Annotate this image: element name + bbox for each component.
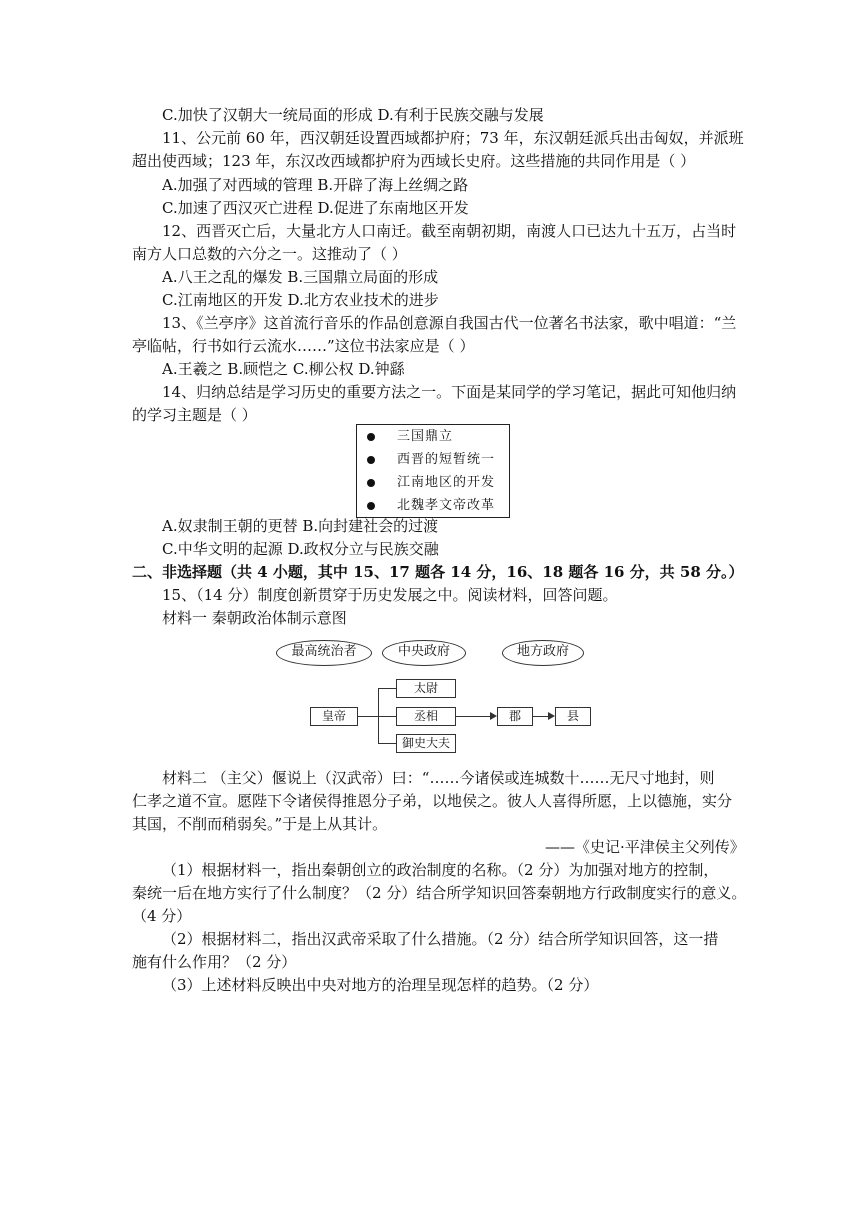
note-text: 江南地区的开发 <box>397 475 496 490</box>
q12-options-ab: A.八王之乱的爆发 B.三国鼎立局面的形成 <box>162 268 439 286</box>
q14-options-cd: C.中华文明的起源 D.政权分立与民族交融 <box>162 540 439 558</box>
q15-part1-line3: （4 分） <box>132 907 192 925</box>
connector-line <box>358 716 378 717</box>
q14-options-ab: A.奴隶制王朝的更替 B.向封建社会的过渡 <box>162 517 439 535</box>
arrow-line <box>456 716 492 717</box>
q14-stem-line2: 的学习主题是（ ） <box>132 406 257 424</box>
box-commandery: 郡 <box>497 707 533 726</box>
q12-stem-line1: 12、西晋灭亡后，大量北方人口南迁。截至南朝初期，南渡人口已达九十五万，占当时 <box>162 222 737 240</box>
q11-stem-line2: 超出使西域；123 年，东汉改西域都护府为西域长史府。这些措施的共同作用是（ ） <box>132 152 696 170</box>
note-item <box>357 472 509 494</box>
header-local-government: 地方政府 <box>502 640 584 666</box>
box-taiwei: 太尉 <box>396 679 456 698</box>
note-item <box>357 449 509 471</box>
q11-options-ab: A.加强了对西域的管理 B.开辟了海上丝绸之路 <box>162 176 469 194</box>
q13-stem-line2: 亭临帖，行书如行云流水……”这位书法家应是（ ） <box>132 337 475 355</box>
bullet-icon <box>367 456 375 464</box>
arrow-right-icon <box>548 712 555 720</box>
note-text: 北魏孝文帝改革 <box>397 498 496 513</box>
note-text: 三国鼎立 <box>397 429 454 444</box>
arrow-line <box>533 716 549 717</box>
q12-options-cd: C.江南地区的开发 D.北方农业技术的进步 <box>162 291 439 309</box>
q13-options: A.王羲之 B.顾恺之 C.柳公权 D.钟繇 <box>162 360 405 378</box>
study-notes-box <box>356 424 510 518</box>
box-county: 县 <box>555 707 591 726</box>
connector-line <box>378 716 396 717</box>
bullet-icon <box>367 479 375 487</box>
material-two-line1: 材料二 （主父）偃说上（汉武帝）曰：“……今诸侯或连城数十……无尺寸地封，则 <box>162 769 715 787</box>
connector-line <box>378 688 396 689</box>
q15-part2-line2: 施有什么作用？（2 分） <box>132 953 297 971</box>
q15-part2-line1: （2）根据材料二，指出汉武帝采取了什么措施。（2 分）结合所学知识回答，这一措 <box>162 930 719 948</box>
header-supreme-ruler: 最高统治者 <box>276 640 372 666</box>
q13-stem-line1: 13、《兰亭序》这首流行音乐的作品创意源自我国古代一位著名书法家，歌中唱道：“兰 <box>162 314 737 332</box>
arrow-right-icon <box>490 712 497 720</box>
material-two-line2: 仁孝之道不宣。愿陛下令诸侯得推恩分子弟，以地侯之。彼人人喜得所愿，上以德施，实分 <box>132 792 733 810</box>
q15-part1-line1: （1）根据材料一，指出秦朝创立的政治制度的名称。（2 分）为加强对地方的控制， <box>162 861 719 879</box>
section-heading: 二、非选择题（共 4 小题，其中 15、17 题各 14 分，16、18 题各 16 分，共 58 分。） <box>132 563 744 581</box>
q15-part3: （3）上述材料反映出中央对地方的治理呈现怎样的趋势。（2 分） <box>162 976 599 994</box>
q14-stem-line1: 14、归纳总结是学习历史的重要方法之一。下面是某同学的学习笔记，据此可知他归纳 <box>162 383 737 401</box>
material-two-line3: 其国，不削而稍弱矣。”于是上从其计。 <box>132 815 388 833</box>
connector-line <box>378 743 396 744</box>
box-emperor: 皇帝 <box>310 707 358 726</box>
q15-stem: 15、（14 分）制度创新贯穿于历史发展之中。阅读材料，回答问题。 <box>162 586 618 604</box>
note-item <box>357 495 509 517</box>
q11-options-cd: C.加速了西汉灭亡进程 D.促进了东南地区开发 <box>162 199 469 217</box>
material-two-source: ——《史记·平津侯主父列传》 <box>545 838 745 856</box>
material-one-title: 材料一 秦朝政治体制示意图 <box>162 609 347 627</box>
q10-options-cd: C.加快了汉朝大一统局面的形成 D.有利于民族交融与发展 <box>162 106 544 124</box>
note-text: 西晋的短暂统一 <box>397 452 496 467</box>
box-chancellor: 丞相 <box>396 707 456 726</box>
note-item <box>357 426 509 448</box>
header-central-government: 中央政府 <box>382 640 466 666</box>
q12-stem-line2: 南方人口总数的六分之一。这推动了（ ） <box>132 245 407 263</box>
q11-stem-line1: 11、公元前 60 年，西汉朝廷设置西域都护府；73 年，东汉朝廷派兵出击匈奴，并派班 <box>162 129 744 147</box>
box-censor: 御史大夫 <box>396 734 456 753</box>
bullet-icon <box>367 433 375 441</box>
qin-political-system-diagram <box>276 640 596 756</box>
q15-part1-line2: 秦统一后在地方实行了什么制度？（2 分）结合所学知识回答秦朝地方行政制度实行的意义。 <box>132 884 747 902</box>
bullet-icon <box>367 502 375 510</box>
